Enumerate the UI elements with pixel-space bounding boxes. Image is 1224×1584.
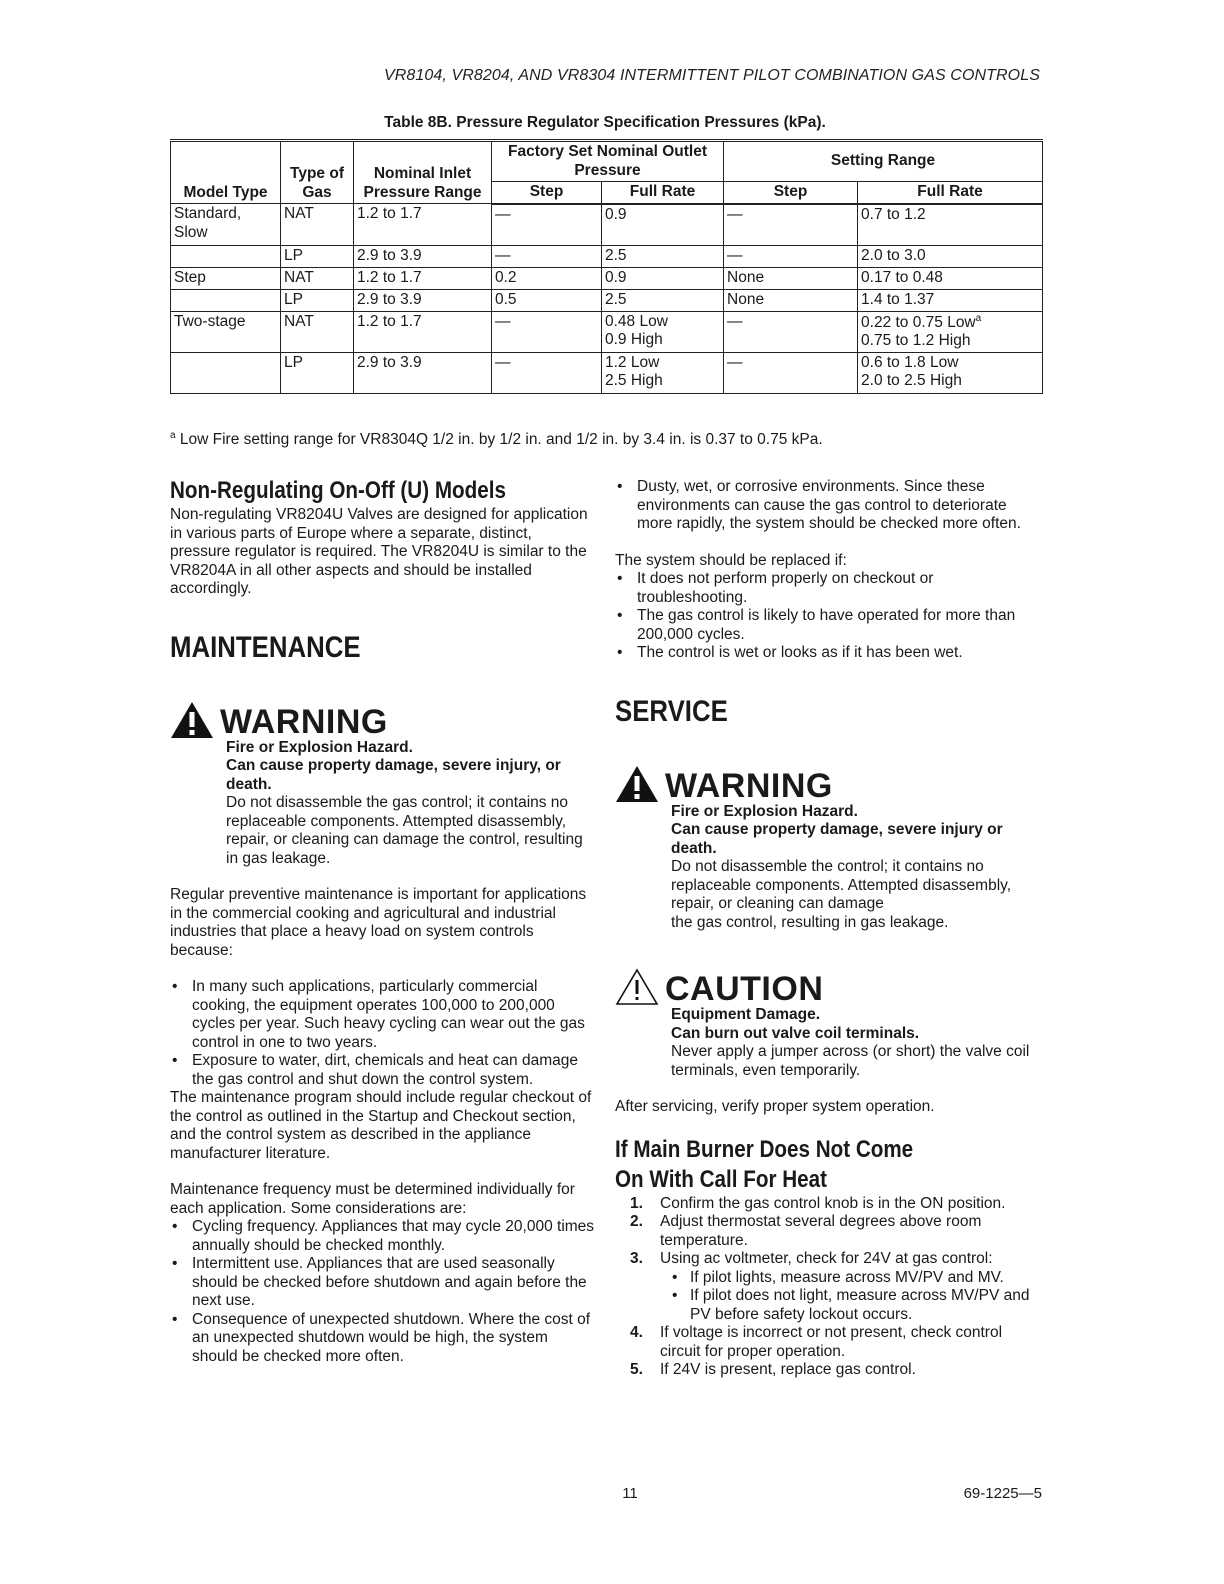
caution-header <box>615 964 1040 1006</box>
cell-sr-step: — <box>724 245 858 267</box>
maintenance-para: Regular preventive maintenance is important for applications in the commercial cooking and agricultural and industrial industries that place a heavy load on system controls because: <box>170 886 587 959</box>
cell-fs-full <box>602 311 724 352</box>
left-column <box>170 476 595 1366</box>
non-regulating-heading: Non-Regulating On-Off (U) Models <box>170 477 506 504</box>
cell-sr-step: — <box>724 352 858 393</box>
replace-list <box>615 570 1040 663</box>
header-fs-full-rate: Full Rate <box>602 182 724 204</box>
cell-gas: NAT <box>281 311 354 352</box>
footnote-mark: a <box>170 429 176 441</box>
cell-line: 0.6 to 1.8 Low <box>861 353 959 371</box>
cell-model <box>171 245 281 267</box>
cell-fs-step: — <box>492 352 602 393</box>
cell-fs-step: — <box>492 204 602 246</box>
cell-inlet: 1.2 to 1.7 <box>354 267 492 289</box>
warning-word: WARNING <box>665 766 833 805</box>
cell-fs-full: 2.5 <box>602 245 724 267</box>
warning-header <box>615 761 1040 803</box>
cell-line: 0.75 to 1.2 High <box>861 332 971 349</box>
cell-fs-step: 0.5 <box>492 289 602 311</box>
warning-body <box>170 739 595 869</box>
list-item: • The gas control is likely to have operated for more than 200,000 cycles. <box>615 607 1040 644</box>
cell-model <box>171 289 281 311</box>
warning-body <box>615 803 1040 933</box>
cell-model: Step <box>171 267 281 289</box>
header-factory-set: Factory Set Nominal Outlet Pressure <box>492 141 724 182</box>
cell-gas: LP <box>281 289 354 311</box>
cell-fs-step: — <box>492 245 602 267</box>
list-item: • If pilot lights, measure across MV/PV and MV. <box>660 1269 1040 1288</box>
warning-word: WARNING <box>220 702 388 741</box>
cell-sr-step: — <box>724 204 858 246</box>
step-text: If voltage is incorrect or not present, check control circuit for proper operation. <box>660 1324 1003 1360</box>
table-row <box>171 311 1043 352</box>
cell-fs-full: 0.9 <box>602 204 724 246</box>
step-number: 4. <box>630 1324 643 1341</box>
step-text: Using ac voltmeter, check for 24V at gas control: <box>660 1250 993 1267</box>
header-setting-range: Setting Range <box>724 141 1043 182</box>
header-fs-step: Step <box>492 182 602 204</box>
step3-sublist <box>660 1269 1040 1325</box>
step-number: 2. <box>630 1213 643 1230</box>
step-item <box>615 1213 1040 1250</box>
cell-line: 1.2 Low <box>605 353 660 371</box>
cell-line: 2.0 to 2.5 High <box>861 372 962 389</box>
table-caption: Table 8B. Pressure Regulator Specification Pressures (kPa). <box>384 114 826 131</box>
cell-fs-full <box>602 352 724 393</box>
heavy-load-list <box>170 978 595 1089</box>
list-item: • The control is wet or looks as if it has been wet. <box>615 644 1040 663</box>
table-row <box>171 245 1043 267</box>
step-item <box>615 1361 1040 1380</box>
caution-body <box>615 1006 1040 1080</box>
cell-model: Two-stage <box>171 311 281 352</box>
cell-fs-step: 0.2 <box>492 267 602 289</box>
warning-text: Do not disassemble the gas control; it contains no replaceable components. Attempted disassembly, repair, or cleaning can damage the control, resulting in gas leakage. <box>226 794 583 867</box>
caution-triangle-icon <box>615 968 659 1006</box>
cell-sr-full: 1.4 to 1.37 <box>858 289 1043 311</box>
cell-line-text: 0.22 to 0.75 Low <box>861 313 976 331</box>
cell-gas: NAT <box>281 267 354 289</box>
cell-gas: LP <box>281 352 354 393</box>
step-text: Adjust thermostat several degrees above room temperature. <box>660 1213 982 1249</box>
cell-fs-full: 0.9 <box>602 267 724 289</box>
table-row <box>171 204 1043 246</box>
non-regulating-text: Non-regulating VR8204U Valves are designed for application in various parts of Europe where a separate, distinct, pressure regulator is required. The VR8204U is similar to the VR8204A in all other aspects and should be installed accordingly. <box>170 506 588 597</box>
caution-hazard: Equipment Damage. <box>671 1006 820 1023</box>
list-item: • Consequence of unexpected shutdown. Where the cost of an unexpected shutdown would be high, the system should be checked more often. <box>170 1311 595 1367</box>
maintenance-frequency-para: Maintenance frequency must be determined individually for each application. Some considerations are: <box>170 1181 575 1217</box>
list-item: • In many such applications, particularly commercial cooking, the equipment operates 100,000 to 200,000 cycles per year. Such heavy cycling can wear out the gas control in one to two years. <box>170 978 595 1052</box>
header-sr-full-rate: Full Rate <box>858 182 1043 204</box>
footnote-text: Low Fire setting range for VR8304Q 1/2 in. by 1/2 in. and 1/2 in. by 3.4 in. is 0.37 to 0.75 kPa. <box>179 431 823 448</box>
warning-triangle-icon <box>615 765 659 803</box>
step-text: If 24V is present, replace gas control. <box>660 1361 916 1378</box>
burner-heading: If Main Burner Does Not Come <box>615 1135 914 1163</box>
cell-sr-full <box>858 311 1043 352</box>
step-text: Confirm the gas control knob is in the ON position. <box>660 1194 1006 1212</box>
cell-sr-full: 0.17 to 0.48 <box>858 267 1043 289</box>
cell-line <box>861 314 1039 333</box>
troubleshoot-steps <box>615 1195 1040 1380</box>
considerations-list-continued <box>615 478 1040 534</box>
list-item: • Exposure to water, dirt, chemicals and heat can damage the gas control and shut down the control system. <box>170 1052 595 1089</box>
step-item <box>615 1324 1040 1361</box>
cell-line: 0.9 High <box>605 331 663 348</box>
document-number: 69-1225—5 <box>963 1485 1042 1502</box>
warning-hazard: Fire or Explosion Hazard. <box>671 802 858 820</box>
step-number: 3. <box>630 1250 643 1267</box>
warning-text-cont: the gas control, resulting in gas leakage. <box>671 913 949 931</box>
cell-model <box>171 352 281 393</box>
considerations-list <box>170 1218 595 1366</box>
cell-model: Standard, Slow <box>171 204 281 246</box>
cell-sr-full <box>858 352 1043 393</box>
step-item <box>615 1250 1040 1324</box>
table-row <box>171 352 1043 393</box>
cell-fs-step: — <box>492 311 602 352</box>
cell-sr-full: 0.7 to 1.2 <box>858 204 1043 246</box>
cell-line: 2.5 High <box>605 372 663 389</box>
list-item: • It does not perform properly on checkout or troubleshooting. <box>615 570 1040 607</box>
caution-text: Never apply a jumper across (or short) the valve coil terminals, even temporarily. <box>671 1043 1030 1079</box>
header-type-of-gas: Type of Gas <box>281 141 354 204</box>
step-number: 5. <box>630 1361 643 1378</box>
step-number: 1. <box>630 1194 643 1212</box>
replace-intro: The system should be replaced if: <box>615 551 847 569</box>
running-header: VR8104, VR8204, AND VR8304 INTERMITTENT PILOT COMBINATION GAS CONTROLS <box>383 67 1040 84</box>
warning-header <box>170 697 595 739</box>
footnote-ref: a <box>975 312 982 324</box>
caution-word: CAUTION <box>665 970 824 1008</box>
cell-gas: LP <box>281 245 354 267</box>
service-heading: SERVICE <box>615 694 728 728</box>
warning-consequence: Can cause property damage, severe injury, or death. <box>226 757 561 793</box>
list-item: • Intermittent use. Appliances that are used seasonally should be checked before shutdown and again before the next use. <box>170 1255 595 1311</box>
warning-triangle-icon <box>170 701 214 739</box>
cell-line: 0.48 Low <box>605 312 668 330</box>
page-number: 11 <box>622 1485 638 1502</box>
header-model-type: Model Type <box>171 141 281 204</box>
warning-consequence: Can cause property damage, severe injury or death. <box>671 821 1003 857</box>
list-item: • Cycling frequency. Appliances that may cycle 20,000 times annually should be checked monthly. <box>170 1218 595 1255</box>
cell-sr-step: — <box>724 311 858 352</box>
right-column <box>615 478 1040 1380</box>
cell-sr-step: None <box>724 267 858 289</box>
cell-sr-step: None <box>724 289 858 311</box>
pressure-spec-table <box>170 139 1043 394</box>
list-item: • Dusty, wet, or corrosive environments. Since these environments can cause the gas control to deteriorate more rapidly, the system should be checked more often. <box>615 478 1040 534</box>
burner-heading-line2: On With Call For Heat <box>615 1165 827 1193</box>
cell-inlet: 2.9 to 3.9 <box>354 289 492 311</box>
maintenance-heading: MAINTENANCE <box>170 630 361 664</box>
caution-consequence: Can burn out valve coil terminals. <box>671 1024 920 1042</box>
cell-gas: NAT <box>281 204 354 246</box>
after-service-text: After servicing, verify proper system operation. <box>615 1098 935 1115</box>
cell-fs-full: 2.5 <box>602 289 724 311</box>
cell-inlet: 2.9 to 3.9 <box>354 352 492 393</box>
warning-hazard: Fire or Explosion Hazard. <box>226 738 413 756</box>
cell-inlet: 1.2 to 1.7 <box>354 311 492 352</box>
maintenance-program-para: The maintenance program should include regular checkout of the control as outlined in the Startup and Checkout section, and the control system as described in the appliance manufacturer literature. <box>170 1089 592 1162</box>
cell-sr-full: 2.0 to 3.0 <box>858 245 1043 267</box>
header-sr-step: Step <box>724 182 858 204</box>
cell-inlet: 2.9 to 3.9 <box>354 245 492 267</box>
header-nominal-inlet: Nominal Inlet Pressure Range <box>354 141 492 204</box>
table-row <box>171 289 1043 311</box>
list-item: • If pilot does not light, measure across MV/PV and PV before safety lockout occurs. <box>660 1287 1040 1324</box>
cell-inlet: 1.2 to 1.7 <box>354 204 492 246</box>
table-footnote <box>170 431 1050 449</box>
step-item <box>615 1195 1040 1214</box>
warning-text: Do not disassemble the control; it contains no replaceable components. Attempted disassembly, repair, or cleaning can damage <box>671 858 1012 912</box>
table-row <box>171 267 1043 289</box>
